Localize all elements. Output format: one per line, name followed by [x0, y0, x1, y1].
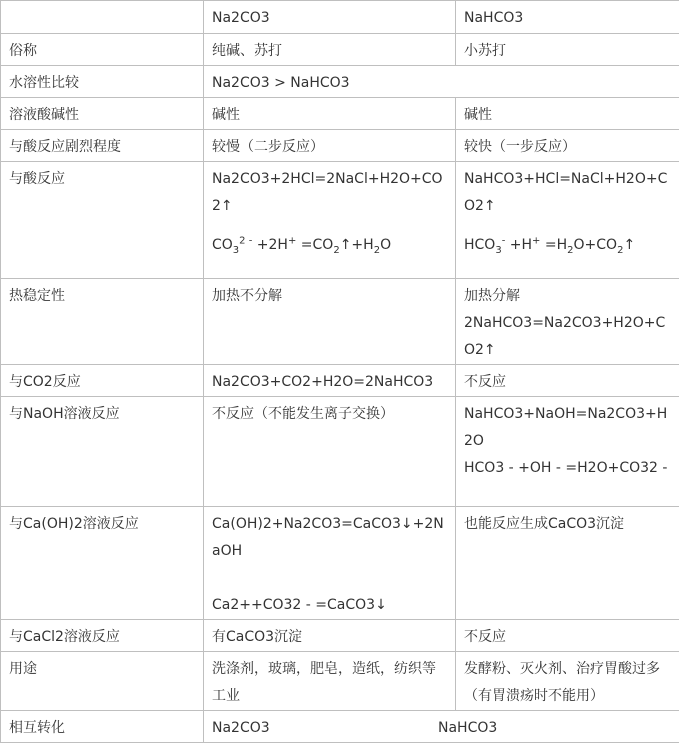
header-na2co3: Na2CO3	[204, 1, 456, 34]
row-label: 溶液酸碱性	[1, 98, 204, 130]
table-row-caoh	[1, 507, 679, 620]
cell-na2co3: 加热不分解	[204, 279, 456, 365]
row-label: 俗称	[1, 34, 204, 66]
cell-nahco3: 小苏打	[456, 34, 679, 66]
ionic-equation: $CO_3^{2 -} +2H^+$ $=CO_2↑+H_2O$	[212, 230, 449, 260]
header-nahco3: NaHCO3	[456, 1, 679, 34]
row-label: 热稳定性	[1, 279, 204, 365]
cell-nahco3	[456, 279, 679, 365]
row-label: 与Ca(OH)2溶液反应	[1, 507, 204, 620]
row-label: 水溶性比较	[1, 66, 204, 98]
cell-na2co3: 有CaCO3沉淀	[204, 620, 456, 652]
table-row-cacl2	[1, 620, 679, 652]
table-row-naoh	[1, 397, 679, 507]
cell-na2co3: 较慢（二步反应）	[204, 130, 456, 162]
ionic-equation: Ca2++CO32 - =CaCO3↓	[212, 597, 387, 613]
molecular-equation: NaHCO3+NaOH=Na2CO3+H2O	[464, 406, 667, 449]
row-label: 与酸反应	[1, 162, 204, 279]
cell-merged	[204, 711, 679, 743]
table-row-common-name	[1, 34, 679, 66]
table-row-usage	[1, 652, 679, 711]
table-row-conversion	[1, 711, 679, 743]
table-row-basicity	[1, 98, 679, 130]
conversion-to: NaHCO3	[438, 720, 497, 736]
cell-na2co3	[204, 507, 456, 620]
cell-nahco3: 不反应	[456, 620, 679, 652]
table-row-solubility	[1, 66, 679, 98]
cell-nahco3: 也能反应生成CaCO3沉淀	[456, 507, 679, 620]
decomposition-equation: 2NaHCO3=Na2CO3+H2O+CO2↑	[464, 315, 665, 358]
cell-nahco3: 不反应	[456, 365, 679, 397]
cell-na2co3: 洗涤剂，玻璃，肥皂，造纸，纺织等工业	[204, 652, 456, 711]
row-label: 与CaCl2溶液反应	[1, 620, 204, 652]
conversion-from: Na2CO3	[212, 715, 438, 742]
thermal-note: 加热分解	[464, 288, 520, 304]
ionic-equation: $HCO_3^- +H^+$ $=H_2O+CO_2↑$	[464, 230, 673, 260]
cell-na2co3: 碱性	[204, 98, 456, 130]
cell-nahco3: 发酵粉、灭火剂、治疗胃酸过多（有胃溃疡时不能用）	[456, 652, 679, 711]
molecular-equation: Ca(OH)2+Na2CO3=CaCO3↓+2NaOH	[212, 516, 444, 559]
table-row-acid-rate	[1, 130, 679, 162]
cell-nahco3: 碱性	[456, 98, 679, 130]
row-label: 与NaOH溶液反应	[1, 397, 204, 507]
ionic-equation: HCO3 - +OH - =H2O+CO32 -	[464, 460, 667, 476]
molecular-equation: Na2CO3+2HCl=2NaCl+H2O+CO2↑	[212, 171, 443, 214]
cell-nahco3: 较快（一步反应）	[456, 130, 679, 162]
row-label: 与酸反应剧烈程度	[1, 130, 204, 162]
row-label: 用途	[1, 652, 204, 711]
cell-merged: Na2CO3 > NaHCO3	[204, 66, 679, 98]
cell-nahco3	[456, 397, 679, 507]
cell-na2co3: 纯碱、苏打	[204, 34, 456, 66]
cell-na2co3: 不反应（不能发生离子交换）	[204, 397, 456, 507]
row-label: 与CO2反应	[1, 365, 204, 397]
table-row-co2	[1, 365, 679, 397]
cell-na2co3: Na2CO3+CO2+H2O=2NaHCO3	[204, 365, 456, 397]
molecular-equation: NaHCO3+HCl=NaCl+H2O+CO2↑	[464, 171, 667, 214]
cell-na2co3	[204, 162, 456, 279]
cell-nahco3	[456, 162, 679, 279]
table-row-acid-reaction	[1, 162, 679, 279]
row-label: 相互转化	[1, 711, 204, 743]
table-row-header	[1, 1, 679, 34]
header-blank-cell	[1, 1, 204, 34]
table-row-thermal	[1, 279, 679, 365]
